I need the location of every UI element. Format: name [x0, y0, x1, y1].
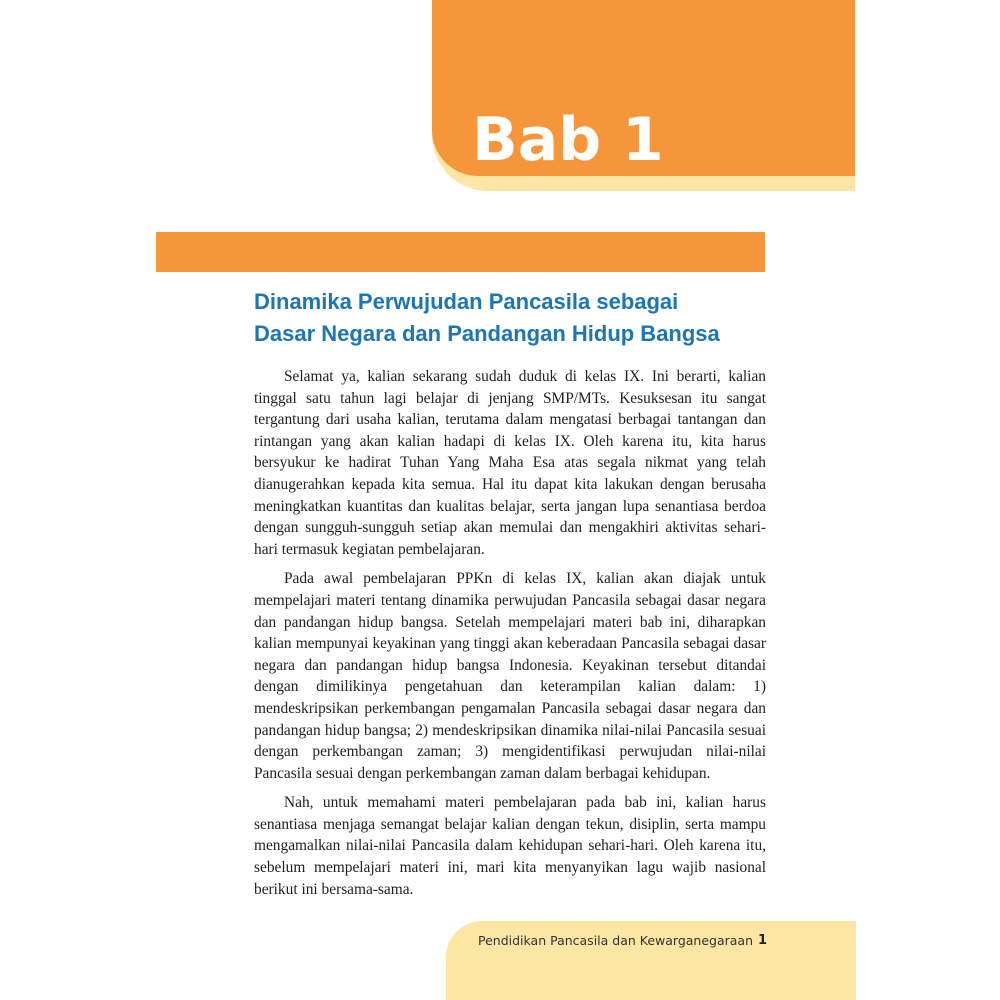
section-heading-line-2: Dasar Negara dan Pandangan Hidup Bangsa — [254, 321, 720, 346]
section-heading-line-1: Dinamika Perwujudan Pancasila sebagai — [254, 289, 679, 314]
paragraph-2: Pada awal pembelajaran PPKn di kelas IX, kalian akan diajak untuk mempelajari materi tentang dinamika perwujudan Pancasila sebagai dasar negara dan pandangan hidup bangsa. Setelah mempelajari materi bab ini, diharapkan kalian mempunyai keyakinan yang tinggi akan keberadaan Pancasila sebagai dasar negara dan pandangan hidup bangsa Indonesia. Keyakinan tersebut ditandai dengan dimilikinya pengetahuan dan keterampilan kalian dalam: 1) mendeskripsikan perkembangan pengamalan Pancasila sebagai dasar negara dan pandangan hidup bangsa; 2) mendeskripsikan dinamika nilai-nilai Pancasila sesuai dengan perkembangan zaman; 3) mengidentifikasi perwujudan nilai-nilai Pancasila sesuai dengan perkembangan zaman dalam berbagai kehidupan. — [254, 570, 766, 782]
section-divider-bar — [156, 232, 765, 272]
chapter-title: Bab 1 — [472, 105, 664, 175]
section-heading — [254, 286, 774, 350]
paragraph-1: Selamat ya, kalian sekarang sudah duduk di kelas IX. Ini berarti, kalian tinggal satu tahun lagi belajar di jenjang SMP/MTs. Kesuksesan itu sangat tergantung dari usaha kalian, terutama dalam mengatasi berbagai tantangan dan rintangan yang akan kalian hadapi di kelas IX. Oleh karena itu, kita harus bersyukur ke hadirat Tuhan Yang Maha Esa atas segala nikmat yang telah dianugerahkan kepada kita semua. Hal itu dapat kita lakukan dengan berusaha meningkatkan kuantitas dan kualitas belajar, serta jangan lupa senantiasa berdoa dengan sungguh-sungguh setiap akan memulai dan mengakhiri aktivitas sehari-hari termasuk kegiatan pembelajaran. — [254, 368, 766, 558]
body-text — [254, 366, 766, 908]
footer-book-title: Pendidikan Pancasila dan Kewarganegaraan — [478, 933, 754, 948]
paragraph-3: Nah, untuk memahami materi pembelajaran pada bab ini, kalian harus senantiasa menjaga semangat belajar kalian dengan tekun, disiplin, serta mampu mengamalkan nilai-nilai Pancasila dalam kehidupan sehari-hari. Oleh karena itu, sebelum mempelajari materi ini, mari kita menyanyikan lagu wajib nasional berikut ini bersama-sama. — [254, 794, 766, 898]
page-number: 1 — [758, 933, 768, 948]
